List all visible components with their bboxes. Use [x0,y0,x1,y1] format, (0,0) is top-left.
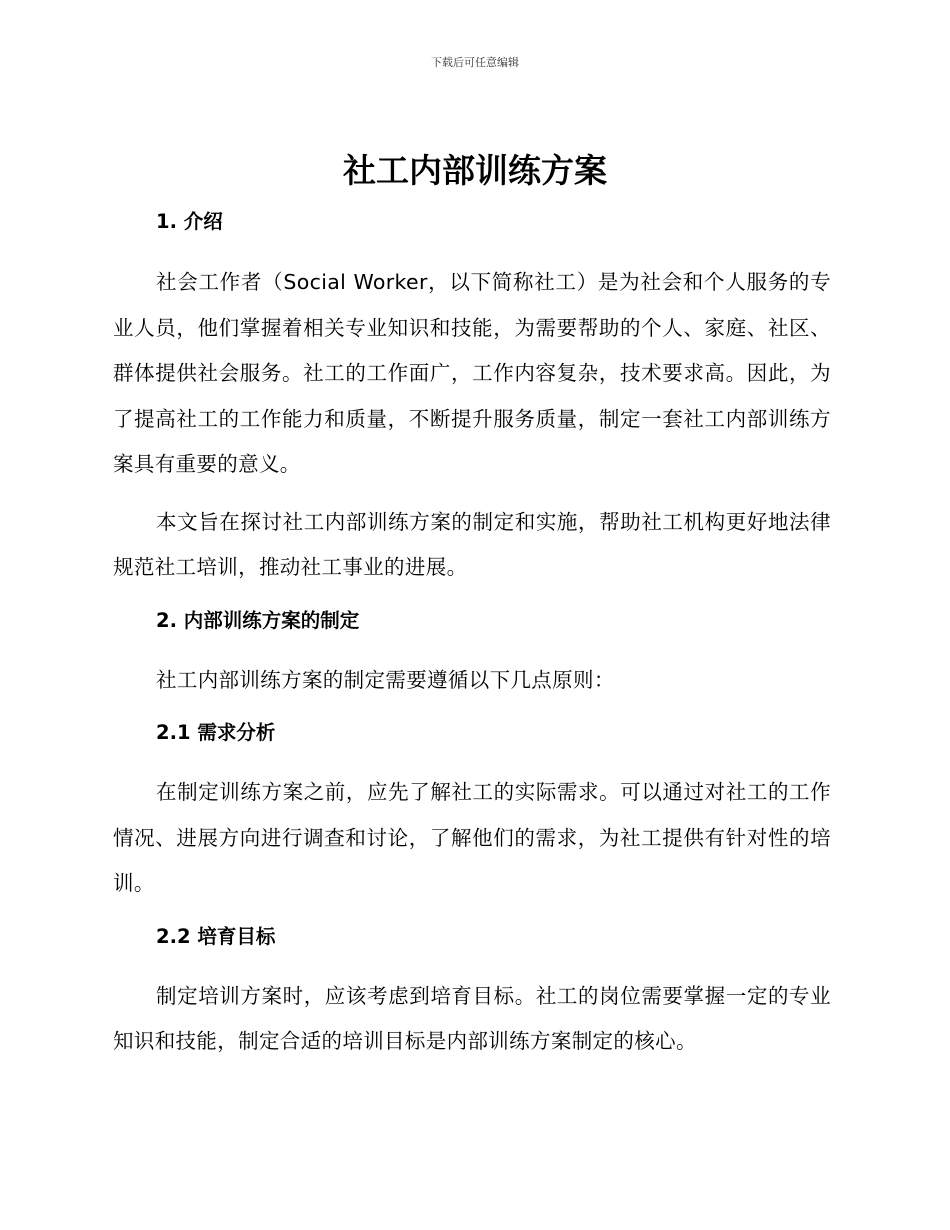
paragraph-training-goals: 制定培训方案时，应该考虑到培育目标。社工的岗位需要掌握一定的专业知识和技能，制定合适的培训目标是内部训练方案制定的核心。 [113,983,831,1053]
section-heading-introduction: 1. 介绍 [156,210,223,233]
paragraph-introduction-2: 本文旨在探讨社工内部训练方案的制定和实施，帮助社工机构更好地法律规范社工培训，推动社工事业的进展。 [113,509,831,579]
document-body [113,204,831,1065]
section-heading-plan-formulation: 2. 内部训练方案的制定 [156,608,360,632]
paragraph-plan-formulation: 社工内部训练方案的制定需要遵循以下几点原则： [156,667,615,692]
document-title: 社工内部训练方案 [343,151,607,190]
paragraph-needs-analysis: 在制定训练方案之前，应先了解社工的实际需求。可以通过对社工的工作情况、进展方向进行调查和讨论，了解他们的需求，为社工提供有针对性的培训。 [113,780,831,895]
page-header-note: 下载后可任意编辑 [431,56,519,69]
section-heading-training-goals: 2.2 培育目标 [156,924,276,948]
section-heading-needs-analysis: 2.1 需求分析 [156,721,276,744]
paragraph-introduction-1: 社会工作者（Social Worker，以下简称社工）是为社会和个人服务的专业人员，他们掌握着相关专业知识和技能，为需要帮助的个人、家庭、社区、群体提供社会服务。社工的工作面广，工作内容复杂，技术要求高。因此，为了提高社工的工作能力和质量，不断提升服务质量，制定一套社工内部训练方案具有重要的意义。 [113,270,831,476]
